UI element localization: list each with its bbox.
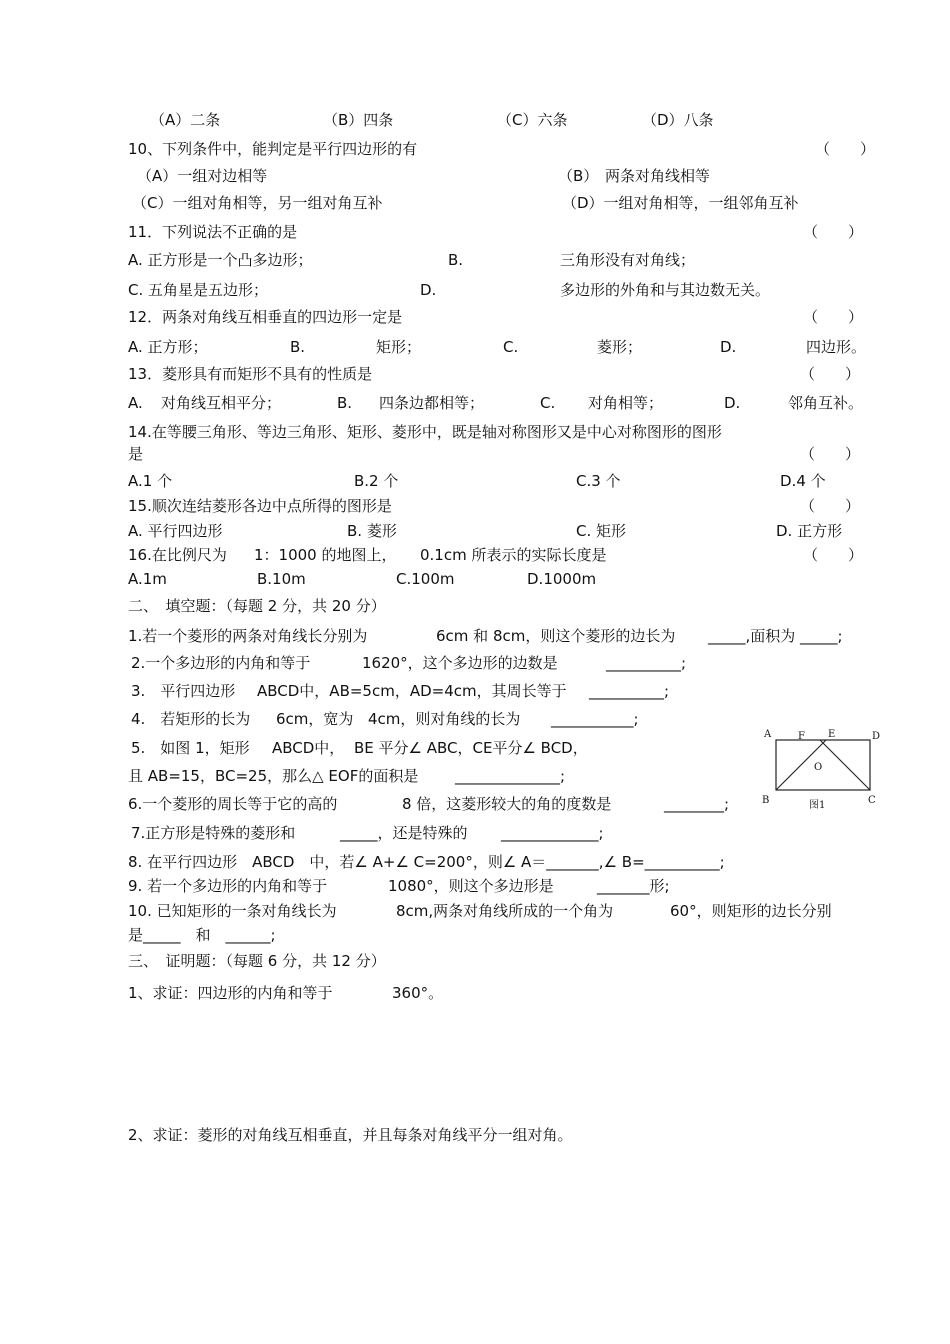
fill2-part3: __________; xyxy=(606,654,687,672)
q10-option-c: （C）一组对角相等，另一组对角互补 xyxy=(132,194,383,212)
fill4-part2: 6cm，宽为 xyxy=(276,710,354,728)
section-fill-in-heading: 二、 填空题：（每题 2 分，共 20 分） xyxy=(128,597,386,615)
proof2: 2、求证：菱形的对角线互相垂直，并且每条对角线平分一组对角。 xyxy=(128,1126,573,1144)
q13-option-c-label: C. xyxy=(540,394,556,412)
fill6-part3: ________; xyxy=(664,795,730,813)
q14-stem: 14.在等腰三角形、等边三角形、矩形、菱形中，既是轴对称图形又是中心对称图形的图形 xyxy=(128,423,722,441)
q10-option-a: （A）一组对边相等 xyxy=(137,167,268,185)
fill4-part3: 4cm，则对角线的长为 xyxy=(368,710,521,728)
fill10-part2: 8cm,两条对角线所成的一个角为 xyxy=(396,902,614,920)
fill3-part2: ABCD中，AB=5cm，AD=4cm，其周长等于 xyxy=(257,682,567,700)
q13-option-c-text: 对角相等； xyxy=(588,394,664,412)
fill10-part3: 60°，则矩形的边长分别 xyxy=(670,902,832,920)
q16-stem-part3: 0.1cm 所表示的实际长度是 xyxy=(420,546,607,564)
q15-option-c: C. 矩形 xyxy=(576,522,627,540)
fill10-part1: 10. 已知矩形的一条对角线长为 xyxy=(128,902,337,920)
figure-label-a: A xyxy=(764,729,772,740)
q15-option-d: D. 正方形 xyxy=(776,522,843,540)
q11-option-b-label: B. xyxy=(448,251,464,269)
fill6-part1: 6.一个菱形的周长等于它的高的 xyxy=(128,795,338,813)
q13-option-b-text: 四条边都相等； xyxy=(379,394,485,412)
q13-option-d-label: D. xyxy=(724,394,741,412)
q12-option-d-text: 四边形。 xyxy=(806,338,867,356)
fill9-part2: 1080°，则这个多边形是 xyxy=(388,877,554,895)
q10-answer-paren: （ ） xyxy=(815,140,876,158)
q16-stem-part2: 1：1000 的地图上， xyxy=(254,546,397,564)
q13-option-d-text: 邻角互补。 xyxy=(788,394,864,412)
fill3-part1: 3. 平行四边形 xyxy=(131,682,236,700)
q14-option-a: A.1 个 xyxy=(128,472,173,490)
rectangle-abcd xyxy=(776,740,870,790)
q12-option-a: A. 正方形； xyxy=(128,338,208,356)
q14-answer-paren: （ ） xyxy=(800,445,861,463)
q13-answer-paren: （ ） xyxy=(800,365,861,383)
q16-stem-part1: 16.在比例尺为 xyxy=(128,546,227,564)
fill5-part5: ______________; xyxy=(455,767,566,785)
figure-caption: 图1 xyxy=(809,800,826,811)
figure-label-e: E xyxy=(828,729,836,740)
q14-option-c: C.3 个 xyxy=(576,472,621,490)
fill7-part3: _____________; xyxy=(501,824,604,842)
q11-option-d-label: D. xyxy=(420,281,437,299)
fill10-part4: 是_____ 和 ______; xyxy=(128,926,276,944)
q16-option-a: A.1m xyxy=(128,570,167,588)
q11-option-b-text: 三角形没有对角线； xyxy=(560,251,696,269)
figure-label-b: B xyxy=(762,795,770,806)
q16-option-c: C.100m xyxy=(396,570,455,588)
q9-option-c: （C）六条 xyxy=(497,111,568,129)
q12-option-d-label: D. xyxy=(720,338,737,356)
q14-stem-continued: 是 xyxy=(128,445,144,463)
q14-option-d: D.4 个 xyxy=(780,472,826,490)
proof1-part1: 1、求证：四边形的内角和等于 xyxy=(128,984,333,1002)
q11-option-c: C. 五角星是五边形； xyxy=(128,281,269,299)
fill5-part4: 且 AB=15，BC=25，那么△ EOF的面积是 xyxy=(128,767,419,785)
figure-label-c: C xyxy=(868,795,876,806)
q13-option-a-text: 对角线互相平分； xyxy=(161,394,282,412)
q13-stem: 13．菱形具有而矩形不具有的性质是 xyxy=(128,365,373,383)
q14-option-b: B.2 个 xyxy=(354,472,399,490)
fill5-part1: 5. 如图 1，矩形 xyxy=(131,739,250,757)
q12-option-c-label: C. xyxy=(503,338,519,356)
fill6-part2: 8 倍，这菱形较大的角的度数是 xyxy=(402,795,612,813)
q11-answer-paren: （ ） xyxy=(803,223,864,241)
fill7-part2: _____，还是特殊的 xyxy=(340,824,468,842)
q12-stem: 12．两条对角线互相垂直的四边形一定是 xyxy=(128,308,403,326)
fill1-part2: 6cm 和 8cm，则这个菱形的边长为 xyxy=(436,627,676,645)
q15-stem: 15.顺次连结菱形各边中点所得的图形是 xyxy=(128,497,392,515)
fill5-part2: ABCD中， xyxy=(272,739,345,757)
q10-option-b-label: （B） xyxy=(558,167,599,185)
fill4-part1: 4. 若矩形的长为 xyxy=(131,710,251,728)
q10-option-b-text: 两条对角线相等 xyxy=(605,167,711,185)
q9-option-a: （A）二条 xyxy=(150,111,221,129)
figure-label-d: D xyxy=(872,731,881,742)
figure-label-f: F xyxy=(798,731,805,742)
q11-stem: 11．下列说法不正确的是 xyxy=(128,223,298,241)
q15-option-b: B. 菱形 xyxy=(347,522,397,540)
q9-option-b: （B）四条 xyxy=(323,111,394,129)
q15-answer-paren: （ ） xyxy=(800,497,861,515)
q10-stem: 10、下列条件中，能判定是平行四边形的有 xyxy=(128,140,418,158)
fill9-part1: 9. 若一个多边形的内角和等于 xyxy=(128,877,328,895)
fill2-part1: 2.一个多边形的内角和等于 xyxy=(131,654,311,672)
q16-option-b: B.10m xyxy=(257,570,306,588)
fill5-part3: BE 平分∠ ABC，CE平分∠ BCD， xyxy=(354,739,588,757)
q11-option-a: A. 正方形是一个凸多边形； xyxy=(128,251,313,269)
segment-cf xyxy=(820,740,870,790)
q10-option-d: （D）一组对角相等，一组邻角互补 xyxy=(562,194,799,212)
fill8: 8. 在平行四边形 ABCD 中，若∠ A+∠ C=200°，则∠ A＝_______,∠ B=__________; xyxy=(128,853,725,871)
fill1-part1: 1.若一个菱形的两条对角线长分别为 xyxy=(128,627,368,645)
q12-option-b-label: B. xyxy=(290,338,306,356)
fill9-part3: _______形; xyxy=(597,877,670,895)
q16-option-d: D.1000m xyxy=(527,570,597,588)
q12-answer-paren: （ ） xyxy=(803,308,864,326)
figure-label-o: O xyxy=(814,762,823,773)
fill4-part4: ___________; xyxy=(551,710,639,728)
proof1-part2: 360°。 xyxy=(392,984,444,1002)
q16-answer-paren: （ ） xyxy=(803,546,864,564)
fill7-part1: 7.正方形是特殊的菱形和 xyxy=(131,824,296,842)
q13-option-b-label: B. xyxy=(337,394,353,412)
section-proof-heading: 三、 证明题：（每题 6 分，共 12 分） xyxy=(128,952,386,970)
q9-option-d: （D）八条 xyxy=(642,111,714,129)
q11-option-d-text: 多边形的外角和与其边数无关。 xyxy=(560,281,771,299)
fill1-part3: _____,面积为 _____; xyxy=(708,627,843,645)
fill3-part3: __________; xyxy=(589,682,670,700)
q12-option-b-text: 矩形； xyxy=(376,338,422,356)
q13-option-a-label: A. xyxy=(128,394,143,412)
figure-1-rectangle-diagram xyxy=(758,724,888,812)
fill2-part2: 1620°，这个多边形的边数是 xyxy=(362,654,558,672)
q12-option-c-text: 菱形； xyxy=(597,338,643,356)
q15-option-a: A. 平行四边形 xyxy=(128,522,223,540)
